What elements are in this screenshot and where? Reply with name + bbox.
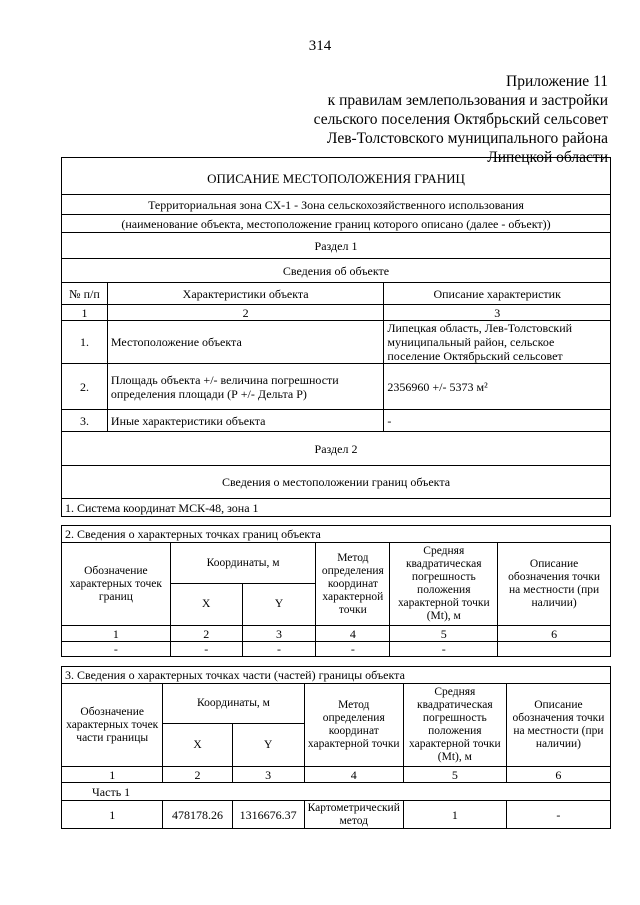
row-number: 2. (62, 364, 108, 410)
x-header: X (163, 724, 232, 767)
desc-cell: - (506, 801, 610, 829)
column-number: 4 (304, 767, 403, 783)
column-header: № п/п (62, 283, 108, 305)
section2-title: Раздел 2 (62, 432, 611, 466)
error-cell: 1 (403, 801, 506, 829)
column-number: 3 (384, 305, 611, 321)
boundary-description-table (61, 157, 611, 517)
row-value: 2356960 +/- 5373 м² (384, 364, 611, 410)
y-header: Y (242, 584, 316, 626)
column-header: Описание характеристик (384, 283, 611, 305)
desc-header: Описание обозначения точки на местности (при наличии) (498, 543, 611, 626)
row-characteristic: Площадь объекта +/- величина погрешности определения площади (Р +/- Дельта Р) (107, 364, 383, 410)
cell: - (62, 642, 171, 657)
column-number: 1 (62, 767, 163, 783)
row-value: - (384, 410, 611, 432)
method-header: Метод определения координат характерной точки (304, 684, 403, 767)
row-characteristic: Местоположение объекта (107, 321, 383, 364)
appendix-line: к правилам землепользования и застройки (327, 92, 608, 109)
section2-subtitle: Сведения о местоположении границ объекта (62, 466, 611, 499)
section1-subtitle: Сведения об объекте (62, 259, 611, 283)
coordinate-system: 1. Система координат МСК-48, зона 1 (62, 499, 611, 517)
table-row (62, 364, 611, 410)
table-row (62, 642, 611, 657)
appendix-line: сельского поселения Октябрьский сельсовет (313, 111, 608, 128)
column-number: 2 (170, 626, 242, 642)
column-number: 1 (62, 305, 108, 321)
row-number: 3. (62, 410, 108, 432)
column-number: 5 (403, 767, 506, 783)
cell (498, 642, 611, 657)
boundary-points-table (61, 525, 611, 657)
cell: - (170, 642, 242, 657)
table-row (62, 801, 611, 829)
cell: - (390, 642, 498, 657)
column-header: Характеристики объекта (107, 283, 383, 305)
column-number: 3 (242, 626, 316, 642)
appendix-line: Приложение 11 (506, 73, 608, 90)
column-number: 6 (498, 626, 611, 642)
y-cell: 1316676.37 (232, 801, 304, 829)
page-number: 314 (308, 38, 332, 54)
part-points-table (61, 666, 611, 829)
x-header: X (170, 584, 242, 626)
column-number: 2 (107, 305, 383, 321)
table-row (62, 410, 611, 432)
point-header: Обозначение характерных точек границ (62, 543, 171, 626)
points-title: 2. Сведения о характерных точках границ объекта (62, 526, 611, 543)
x-cell: 478178.26 (163, 801, 232, 829)
column-number: 6 (506, 767, 610, 783)
column-number: 3 (232, 767, 304, 783)
object-name: Территориальная зона СХ-1 - Зона сельскохозяйственного использования (62, 195, 611, 215)
appendix-block (314, 72, 608, 167)
point-cell: 1 (62, 801, 163, 829)
table-row (62, 321, 611, 364)
error-header: Средняя квадратическая погрешность положения характерной точки (Mt), м (403, 684, 506, 767)
appendix-line: Лев-Толстовского муниципального района (326, 130, 608, 147)
y-header: Y (232, 724, 304, 767)
section1-title: Раздел 1 (62, 233, 611, 259)
appendix-line: Липецкой области (487, 149, 608, 166)
part-points-title: 3. Сведения о характерных точках части (частей) границы объекта (62, 667, 611, 684)
point-header: Обозначение характерных точек части границы (62, 684, 163, 767)
coords-header: Координаты, м (170, 543, 316, 584)
row-value: Липецкая область, Лев-Толстовский муниципальный район, сельское поселение Октябрьский сельсовет (384, 321, 611, 364)
row-characteristic: Иные характеристики объекта (107, 410, 383, 432)
part-label: Часть 1 (62, 783, 611, 801)
desc-header: Описание обозначения точки на местности (при наличии) (506, 684, 610, 767)
cell: - (316, 642, 390, 657)
method-header: Метод определения координат характерной точки (316, 543, 390, 626)
object-note: (наименование объекта, местоположение границ которого описано (далее - объект)) (62, 215, 611, 233)
column-number: 4 (316, 626, 390, 642)
cell: - (242, 642, 316, 657)
column-number: 2 (163, 767, 232, 783)
column-number: 1 (62, 626, 171, 642)
row-number: 1. (62, 321, 108, 364)
method-cell: Картометрический метод (304, 801, 403, 829)
error-header: Средняя квадратическая погрешность положения характерной точки (Mt), м (390, 543, 498, 626)
document-title: ОПИСАНИЕ МЕСТОПОЛОЖЕНИЯ ГРАНИЦ (62, 158, 611, 195)
column-number: 5 (390, 626, 498, 642)
coords-header: Координаты, м (163, 684, 304, 724)
